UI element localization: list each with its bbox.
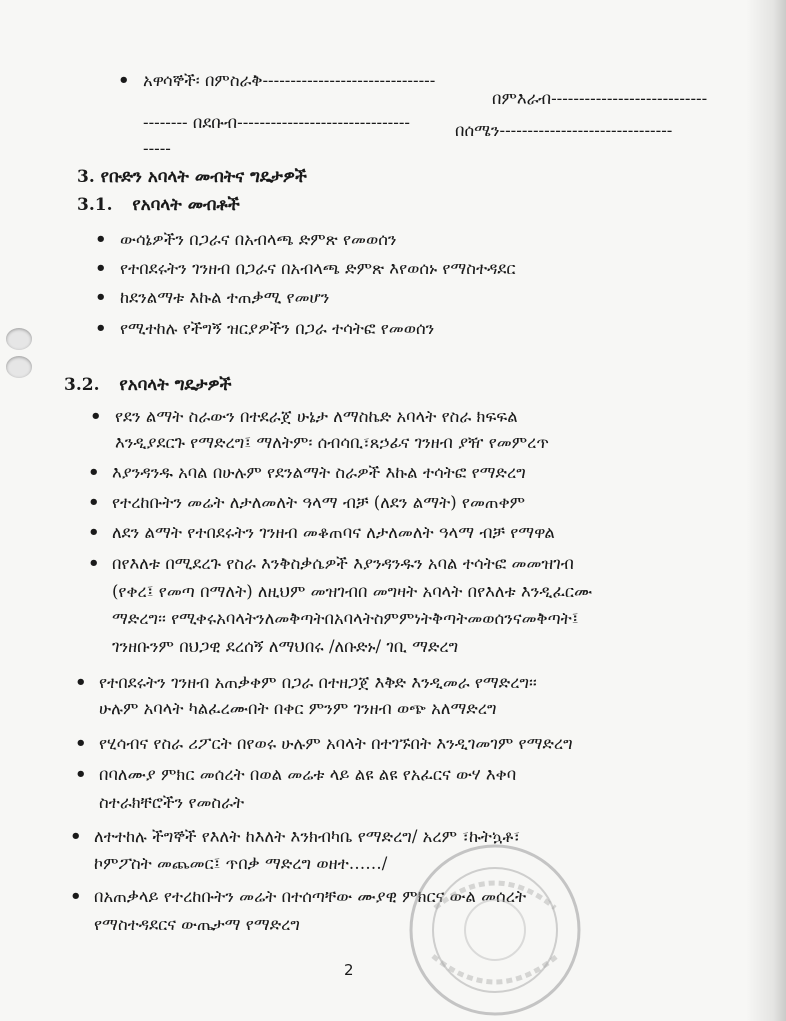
list-item-line: በየእለቱ በሚደረጉ የስራ እንቅስቃሴዎች እያንዳንዱን አባል ተሳትፎ መመዝገብ bbox=[112, 554, 574, 573]
addresses-west: በምእራብ---------------------------- bbox=[492, 89, 708, 108]
bullet-dot: • bbox=[95, 258, 107, 279]
bullet-dot: • bbox=[88, 462, 100, 483]
list-item-line: ስተራክቸሮችን የመስራት bbox=[99, 793, 245, 812]
punch-hole-upper bbox=[6, 328, 32, 350]
addresses-dashes-tail: ----- bbox=[143, 139, 171, 158]
list-item-line: ሁሉም አባላት ካልፈረሙበት በቀር ምንም ገንዘብ ወጭ አለማድረግ bbox=[99, 699, 497, 718]
list-item-line: ገንዘቡንም በህጋዊ ደረሰኝ ለማህበሩ /ለቡድኑ/ ገቢ ማድረግ bbox=[112, 637, 459, 656]
addresses-south: በደቡብ------------------------------- bbox=[192, 113, 410, 132]
section-3-1-heading bbox=[77, 194, 240, 216]
section-3-1-title: የአባላት መብቶች bbox=[132, 195, 240, 215]
list-item-line: የደን ልማት ስራውን በተደራጀ ሁኔታ ለማስኬድ አባላት የስራ ክፍፍል bbox=[115, 407, 518, 426]
section-3-2-heading bbox=[64, 374, 232, 396]
addresses-line-2 bbox=[143, 112, 410, 134]
list-item: የሂሳብና የስራ ሪፖርት በየወሩ ሁሉም አባላት በተገኙበት እንዲገመገም የማድረግ bbox=[99, 734, 573, 753]
bullet-dot: • bbox=[88, 553, 100, 574]
list-item-line: ማድረግ፡፡ የሚቀሩአባላትንለመቅጣትበአባላትስምምነትቅጣትመወሰንናመቅጣት፤ bbox=[112, 609, 579, 628]
bullet-dot: • bbox=[88, 522, 100, 543]
addresses-dashes-lead: -------- bbox=[143, 113, 188, 132]
punch-hole-lower bbox=[6, 356, 32, 378]
bullet-dot: • bbox=[70, 886, 82, 907]
bullet-dot: • bbox=[75, 733, 87, 754]
list-item: የሚተከሉ የችግኝ ዝርያዎችን በጋራ ተሳትፎ የመወሰን bbox=[120, 319, 435, 338]
list-item-line: ኮምፖስት መጨመር፤ ጥበቃ ማድረግ ወዘተ……/ bbox=[94, 854, 388, 873]
bullet-dot: • bbox=[95, 229, 107, 250]
list-item: ከደንልማቱ እኩል ተጠቃሚ የመሆን bbox=[120, 288, 330, 307]
list-item-line: ለተተከሉ ችግኞች የእለት ከእለት እንክብካቤ የማድረግ/ አረም ፣ኩትኳቶ፣ bbox=[94, 827, 521, 846]
list-item: የተበደሩትን ገንዘብ በጋራና በአብላጫ ድምጽ እየወሰኑ የማስተዳደር bbox=[120, 259, 516, 278]
section-3-title: የቡድን አባላት መብትና ግዴታዎች bbox=[100, 167, 307, 187]
list-item: ለደን ልማት የተበደሩትን ገንዘብ መቆጠባና ለታለመለት ዓላማ ብቻ የማዋል bbox=[112, 523, 555, 542]
section-3-heading bbox=[77, 166, 307, 188]
bullet-dot: • bbox=[75, 672, 87, 693]
list-item: ውሳኔዎችን በጋራና በአብላጫ ድምጽ የመወሰን bbox=[120, 230, 397, 249]
official-stamp bbox=[405, 838, 585, 1021]
list-item-line: በአጠቃላይ የተረከቡትን መሬት በተሰጣቸው ሙያዊ ምክርና ውል መሰረት bbox=[94, 887, 527, 906]
bullet-dot: • bbox=[95, 318, 107, 339]
list-item: የተረከቡትን መሬት ለታለመለት ዓላማ ብቻ (ለደን ልማት) የመጠቀም bbox=[112, 493, 526, 512]
bullet-dot: • bbox=[70, 826, 82, 847]
addresses-east: በምስራቅ------------------------------- bbox=[204, 71, 436, 90]
section-3-2-title: የአባላት ግዴታዎች bbox=[119, 375, 232, 395]
list-item-line: የማስተዳደርና ውጤታማ የማድረግ bbox=[94, 915, 300, 934]
addresses-label: አዋሳኞች፡ bbox=[143, 71, 200, 90]
page-number: 2 bbox=[344, 961, 354, 979]
addresses-north: በሰሜን------------------------------- bbox=[455, 121, 673, 140]
addresses-line-1 bbox=[143, 70, 435, 92]
bullet-dot: • bbox=[90, 406, 102, 427]
section-3-2-number: 3.2. bbox=[64, 375, 100, 395]
page-edge-shadow bbox=[746, 0, 786, 1021]
list-item-line: እንዲያደርጉ የማድረግ፤ ማለትም፡ ሰብሳቢ፣ጸኃፊና ገንዘብ ያዥ የመምረጥ bbox=[115, 433, 549, 452]
section-3-number: 3. bbox=[77, 167, 95, 187]
bullet-dot: • bbox=[88, 492, 100, 513]
list-item-line: በባለሙያ ምክር መሰረት በወል መሬቱ ላይ ልዩ ልዩ የአፈርና ውሃ እቀባ bbox=[99, 765, 517, 784]
bullet-dot: • bbox=[75, 764, 87, 785]
bullet-dot: • bbox=[118, 70, 130, 91]
list-item-line: (የቀረ፤ የመጣ በማለት) ለዚህም መዝገብበ መግዛት አባላት በየእለቱ እንዲፈርሙ bbox=[112, 582, 593, 601]
list-item: እያንዳንዱ አባል በሁሉም የደንልማት ስራዎች እኩል ተሳትፎ የማድረግ bbox=[112, 463, 526, 482]
bullet-dot: • bbox=[95, 287, 107, 308]
section-3-1-number: 3.1. bbox=[77, 195, 113, 215]
list-item-line: የተበደሩትን ገንዘብ አጠቃቀም በጋራ በተዘጋጀ እቅድ እንዲመራ የማድረግ፡፡ bbox=[99, 673, 537, 692]
